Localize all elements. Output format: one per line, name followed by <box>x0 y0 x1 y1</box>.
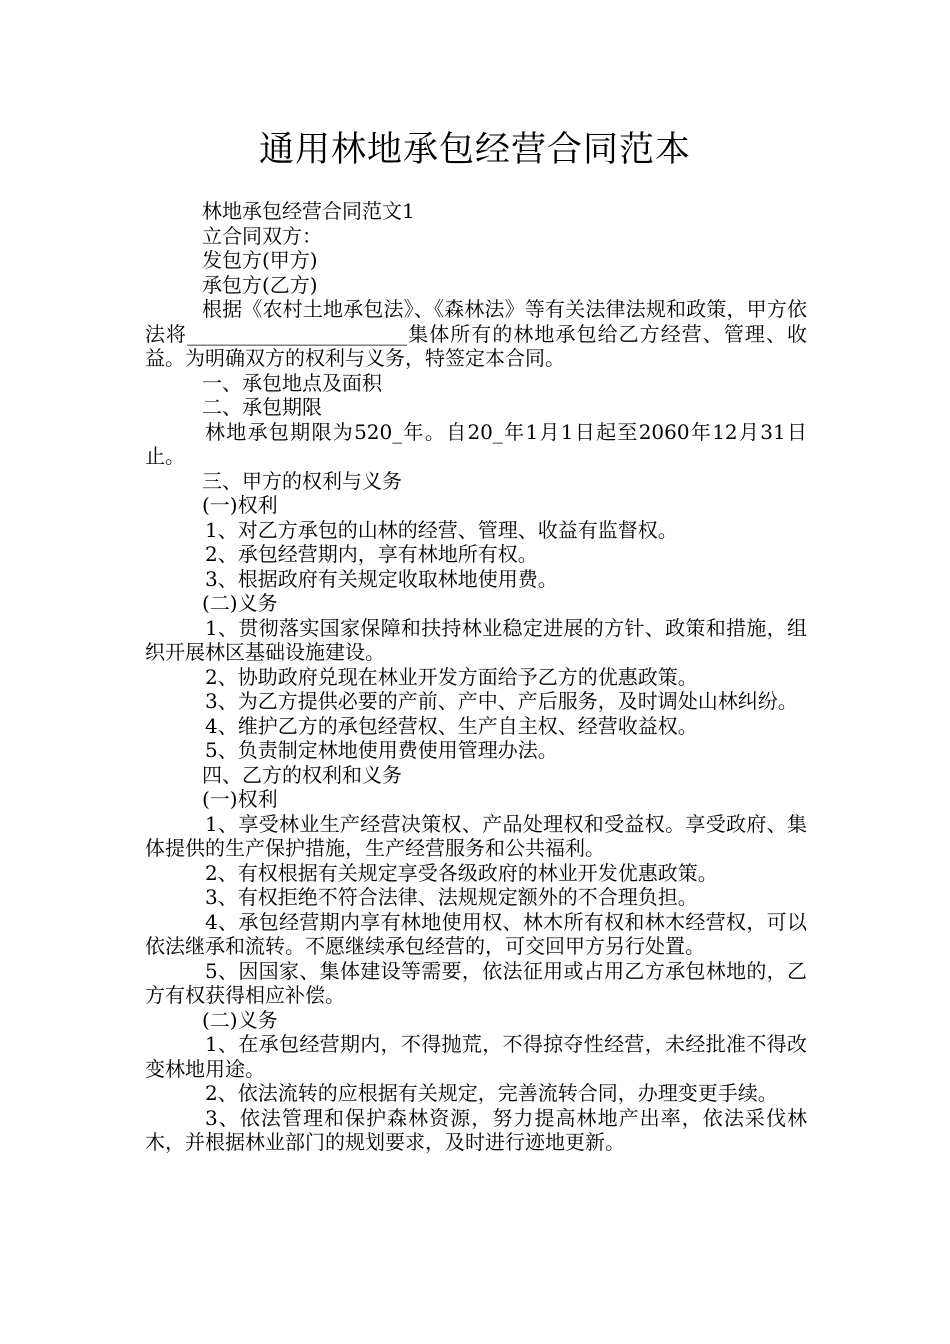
paragraph: 三、甲方的权利与义务 <box>202 468 402 493</box>
paragraph: 立合同双方： <box>202 223 322 248</box>
paragraph: 发包方(甲方) <box>202 248 318 272</box>
paragraph: 承包方(乙方) <box>202 272 318 297</box>
paragraph: 3、为乙方提供必要的产前、产中、产后服务，及时调处山林纠纷。 <box>205 689 798 713</box>
paragraph: 4、维护乙方的承包经营权、生产自主权、经营收益权。 <box>205 713 698 738</box>
paragraph: 2、协助政府兑现在林业开发方面给予乙方的优惠政策。 <box>205 664 698 689</box>
paragraph: 2、承包经营期内，享有林地所有权。 <box>205 542 538 566</box>
paragraph: 林地承包经营合同范文1 <box>202 199 415 223</box>
paragraph: 1、享受林业生产经营决策权、产品处理权和受益权。享受政府、集体提供的生产保护措施，生产经营服务和公共福利。 <box>145 811 807 860</box>
paragraph: 1、对乙方承包的山林的经营、管理、收益有监督权。 <box>205 517 678 542</box>
paragraph: (二)义务 <box>202 1007 278 1032</box>
paragraph: 4、承包经营期内享有林地使用权、林木所有权和林木经营权，可以依法继承和流转。不愿继续承包经营的，可交回甲方另行处置。 <box>145 909 807 958</box>
paragraph: (二)义务 <box>202 591 278 615</box>
paragraph: 2、有权根据有关规定享受各级政府的林业开发优惠政策。 <box>205 860 718 885</box>
paragraph: (一)权利 <box>202 493 278 517</box>
paragraph: 2、依法流转的应根据有关规定，完善流转合同，办理变更手续。 <box>205 1081 778 1105</box>
paragraph: 5、因国家、集体建设等需要，依法征用或占用乙方承包林地的，乙方有权获得相应补偿。 <box>145 958 807 1007</box>
paragraph: 根据《农村土地承包法》、《森林法》等有关法律法规和政策，甲方依法将______________________集体所有的林地承包给乙方经营、管理、收益。为明确双方的权利与义务，特签定本合同。 <box>145 297 807 370</box>
paragraph: 3、根据政府有关规定收取林地使用费。 <box>205 566 558 591</box>
paragraph: 3、有权拒绝不符合法律、法规规定额外的不合理负担。 <box>205 885 698 909</box>
paragraph: 1、在承包经营期内，不得抛荒，不得掠夺性经营，未经批准不得改变林地用途。 <box>145 1032 807 1081</box>
paragraph: 5、负责制定林地使用费使用管理办法。 <box>205 738 558 762</box>
document-body <box>145 199 807 1155</box>
paragraph: 四、乙方的权利和义务 <box>202 762 402 787</box>
paragraph: 1、贯彻落实国家保障和扶持林业稳定进展的方针、政策和措施，组织开展林区基础设施建设。 <box>145 615 807 664</box>
paragraph: 二、承包期限 <box>202 395 322 419</box>
paragraph: 一、承包地点及面积 <box>202 370 382 395</box>
paragraph: (一)权利 <box>202 787 278 811</box>
paragraph: 林地承包期限为520_年。自20_年1月1日起至2060年12月31日止。 <box>145 419 807 468</box>
paragraph: 3、依法管理和保护森林资源，努力提高林地产出率，依法采伐林木，并根据林业部门的规划要求，及时进行迹地更新。 <box>145 1105 807 1154</box>
document-title: 通用林地承包经营合同范本 <box>258 130 691 170</box>
